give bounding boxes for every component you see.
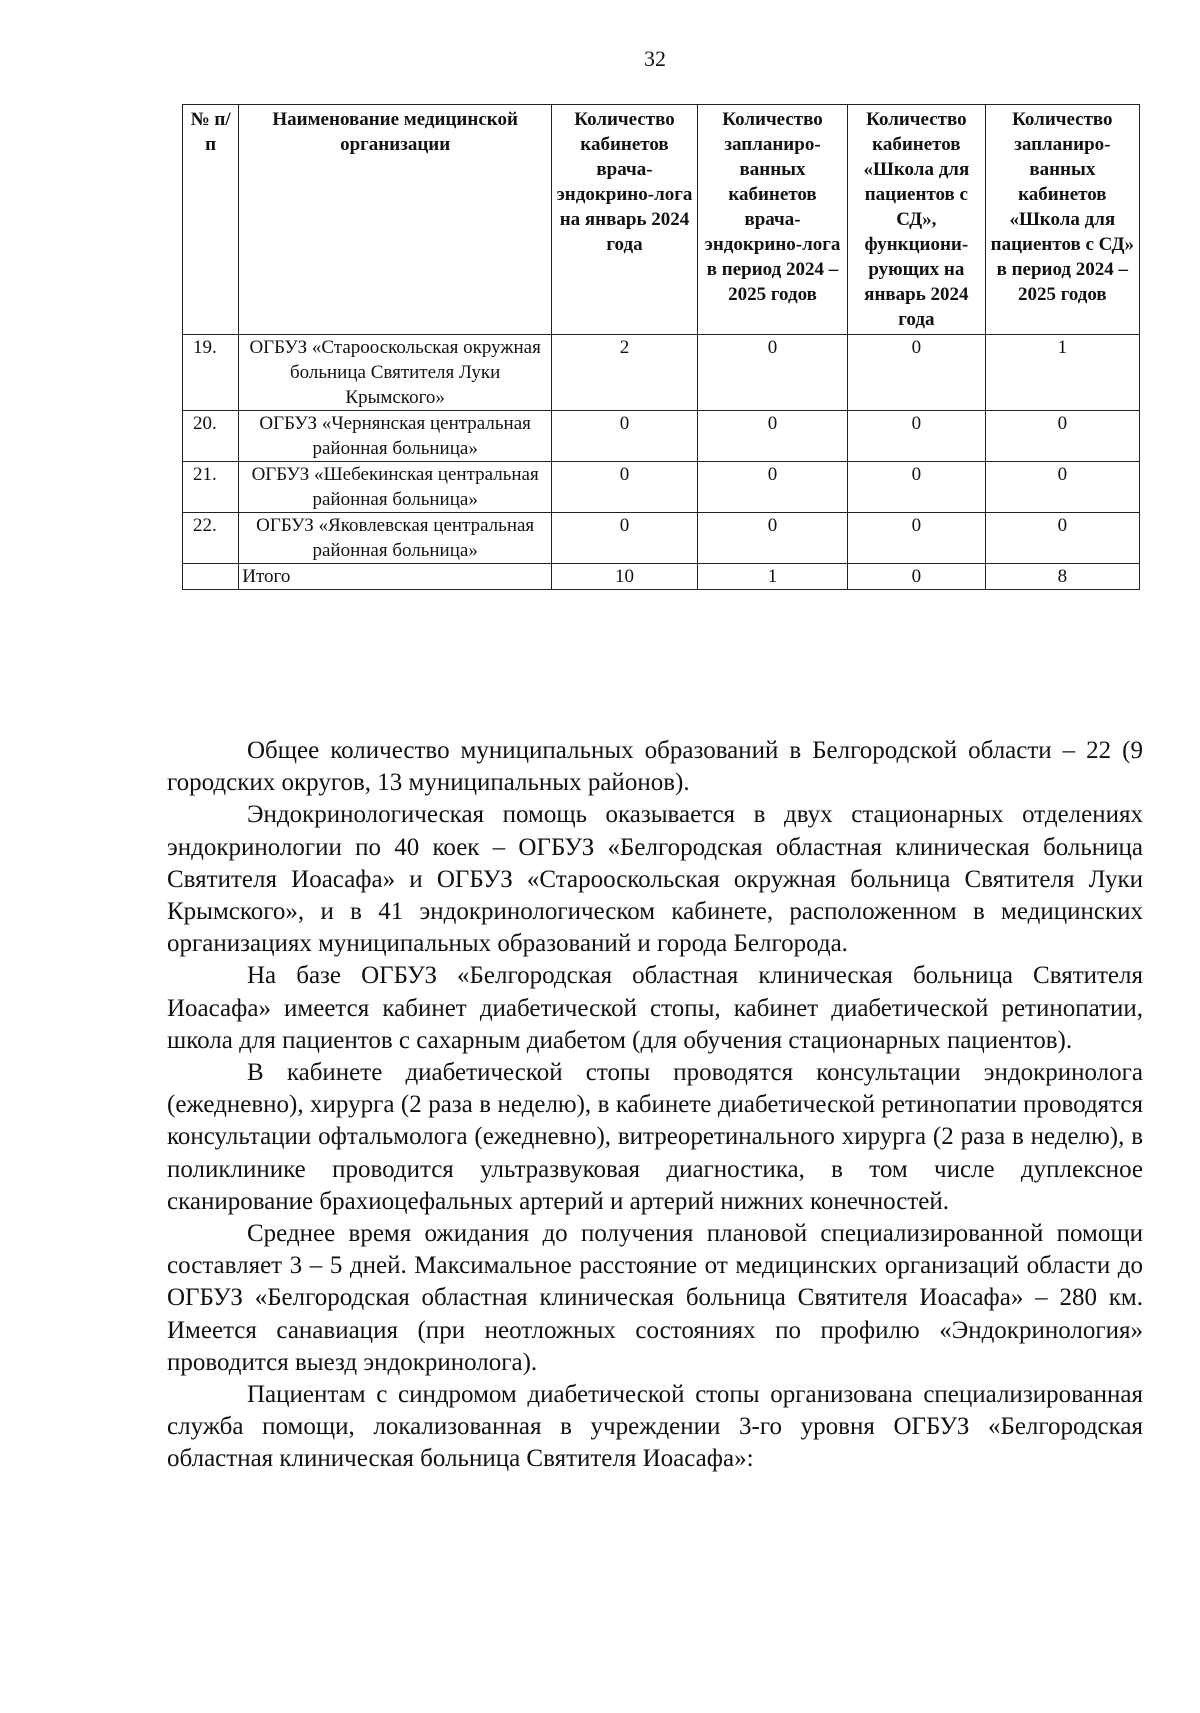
page-number: 32 bbox=[644, 46, 666, 71]
total-value: 10 bbox=[552, 564, 698, 590]
header-number: № п/п bbox=[183, 105, 239, 335]
organization-name: ОГБУЗ «Старооскольская окружная больница Святителя Луки Крымского» bbox=[239, 335, 552, 411]
cell-value: 0 bbox=[848, 462, 986, 513]
paragraph: Общее количество муниципальных образований в Белгородской области – 22 (9 городских округов, 13 муниципальных районов). bbox=[167, 737, 1143, 797]
paragraph: Эндокринологическая помощь оказывается в двух стационарных отделениях эндокринологии по 40 коек – ОГБУЗ «Белгородская областная клиническая больница Святителя Иоасафа» и ОГБУЗ «Старооскольская окружная больница Святителя Луки Крымского», и в 41 эндокринологическом кабинете, расположенном в медицинских организациях муниципальных образований и города Белгорода. bbox=[167, 801, 1143, 958]
cell-value: 0 bbox=[848, 335, 986, 411]
cell-value: 0 bbox=[697, 513, 847, 564]
table-row bbox=[183, 411, 1140, 462]
total-value: 1 bbox=[697, 564, 847, 590]
paragraph: В кабинете диабетической стопы проводятся консультации эндокринолога (ежедневно), хирурга (2 раза в неделю), в кабинете диабетической ретинопатии проводятся консультации офтальмолога (ежедневно), витреоретинального хирурга (2 раза в неделю), в поликлинике проводится ультразвуковая диагностика, в том числе дуплексное сканирование брахиоцефальных артерий и артерий нижних конечностей. bbox=[167, 1059, 1143, 1215]
cell-value: 0 bbox=[985, 411, 1139, 462]
table-row bbox=[183, 462, 1140, 513]
table-total-row bbox=[183, 564, 1140, 590]
cell-value: 0 bbox=[697, 462, 847, 513]
cell-value: 0 bbox=[848, 513, 986, 564]
row-number: 22. bbox=[183, 513, 239, 564]
cell-value: 0 bbox=[697, 335, 847, 411]
row-number: 20. bbox=[183, 411, 239, 462]
empty-cell bbox=[183, 564, 239, 590]
organization-name: ОГБУЗ «Яковлевская центральная районная больница» bbox=[239, 513, 552, 564]
cell-value: 0 bbox=[552, 411, 698, 462]
cell-value: 0 bbox=[985, 462, 1139, 513]
total-value: 8 bbox=[985, 564, 1139, 590]
cell-value: 0 bbox=[985, 513, 1139, 564]
header-organization-name: Наименование медицинской организации bbox=[239, 105, 552, 335]
row-number: 21. bbox=[183, 462, 239, 513]
paragraph: Среднее время ожидания до получения плановой специализированной помощи составляет 3 – 5 дней. Максимальное расстояние от медицинских организаций области до ОГБУЗ «Белгородская областная клиническая больница Святителя Иоасафа» – 280 км. Имеется санавиация (при неотложных состояниях по профилю «Эндокринология» проводится выезд эндокринолога). bbox=[167, 1220, 1143, 1376]
total-label: Итого bbox=[239, 564, 552, 590]
table-header-row bbox=[183, 105, 1140, 335]
paragraph: Пациентам с синдромом диабетической стопы организована специализированная служба помощи, локализованная в учреждении 3-го уровня ОГБУЗ «Белгородская областная клиническая больница Святителя Иоасафа»: bbox=[167, 1381, 1143, 1473]
header-diabetes-school-cabinets-2024: Количество кабинетов «Школа для пациентов с СД», функциони-рующих на январь 2024 года bbox=[848, 105, 986, 335]
body-text bbox=[167, 735, 1143, 1476]
cell-value: 2 bbox=[552, 335, 698, 411]
table-row bbox=[183, 335, 1140, 411]
organization-name: ОГБУЗ «Чернянская центральная районная больница» bbox=[239, 411, 552, 462]
row-number: 19. bbox=[183, 335, 239, 411]
cell-value: 0 bbox=[552, 462, 698, 513]
cell-value: 0 bbox=[552, 513, 698, 564]
header-planned-endocrinologist-cabinets: Количество запланиро-ванных кабинетов врача-эндокрино-лога в период 2024 – 2025 годов bbox=[697, 105, 847, 335]
header-endocrinologist-cabinets-2024: Количество кабинетов врача-эндокрино-лога на январь 2024 года bbox=[552, 105, 698, 335]
cell-value: 0 bbox=[697, 411, 847, 462]
cell-value: 1 bbox=[985, 335, 1139, 411]
cell-value: 0 bbox=[848, 411, 986, 462]
organization-name: ОГБУЗ «Шебекинская центральная районная больница» bbox=[239, 462, 552, 513]
paragraph: На базе ОГБУЗ «Белгородская областная клиническая больница Святителя Иоасафа» имеется кабинет диабетической стопы, кабинет диабетической ретинопатии, школа для пациентов с сахарным диабетом (для обучения стационарных пациентов). bbox=[167, 962, 1143, 1054]
table-row bbox=[183, 513, 1140, 564]
header-planned-diabetes-school-cabinets: Количество запланиро-ванных кабинетов «Школа для пациентов с СД» в период 2024 – 2025 годов bbox=[985, 105, 1139, 335]
total-value: 0 bbox=[848, 564, 986, 590]
endocrinology-cabinets-table bbox=[182, 104, 1140, 590]
